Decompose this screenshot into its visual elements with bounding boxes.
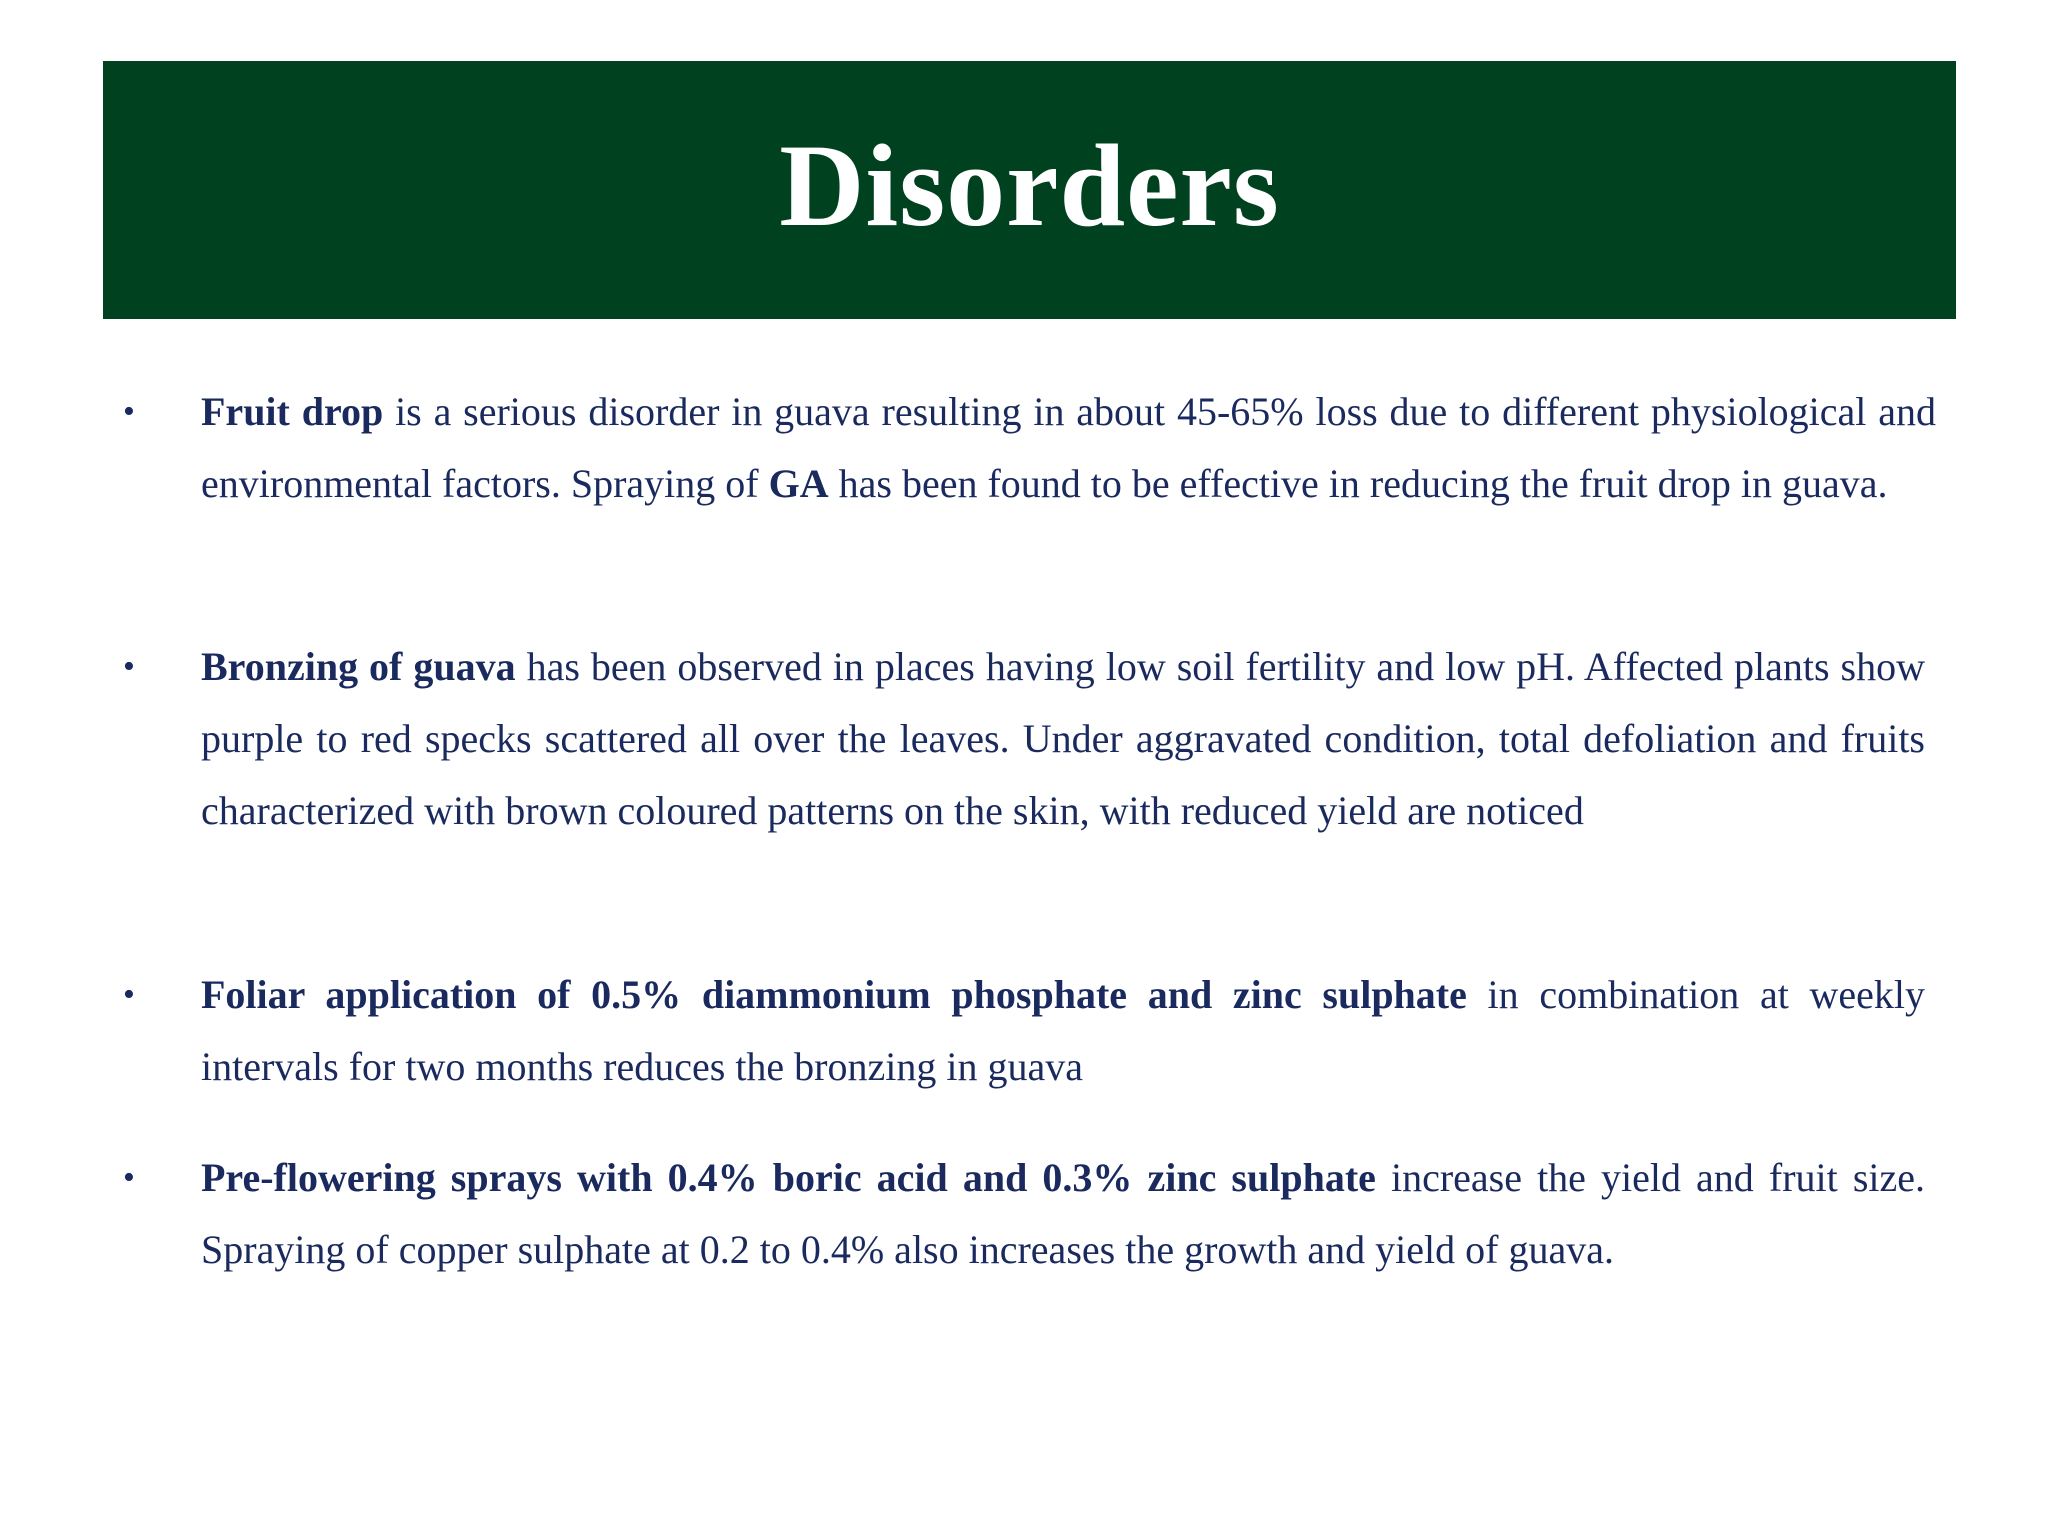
bullet-bold-term: Bronzing of guava	[201, 644, 516, 689]
bullet-icon: •	[123, 976, 135, 1013]
bullet-body: has been observed in places having low soil fertility and low pH. Affected plants show purple to red specks scattered all over the leaves. Under aggravated condition, total defoliation and fruits characterized with brown coloured patterns on the skin, with reduced yield are noticed	[201, 644, 1925, 833]
bullet-icon: •	[123, 648, 135, 685]
bullet-bold-term: Foliar application of 0.5% diammonium phosphate and zinc sulphate	[201, 972, 1467, 1017]
bullet-bold-term: Fruit drop	[201, 389, 384, 434]
slide-title: Disorders	[779, 120, 1280, 251]
bullet-text	[201, 631, 1925, 847]
bullet-text	[201, 1142, 1925, 1286]
bullet-icon: •	[123, 1159, 135, 1196]
bullet-bold-term-2: GA	[768, 461, 829, 506]
bullet-body: increase the yield and fruit size. Spraying of copper sulphate at 0.2 to 0.4% also increases the growth and yield of guava.	[201, 1155, 1926, 1272]
bullet-text	[201, 959, 1925, 1103]
bullet-bold-term: Pre-flowering sprays with 0.4% boric acid and 0.3% zinc sulphate	[201, 1155, 1376, 1200]
bullet-text	[201, 376, 1936, 520]
bullet-body: in combination at weekly intervals for two months reduces the bronzing in guava	[201, 972, 1925, 1089]
bullet-body-2: has been found to be effective in reducing the fruit drop in guava.	[828, 461, 1888, 506]
bullet-body: is a serious disorder in guava resulting in about 45-65% loss due to different physiological and environmental factors. Spraying of	[201, 389, 1937, 506]
bullet-icon: •	[123, 393, 135, 430]
